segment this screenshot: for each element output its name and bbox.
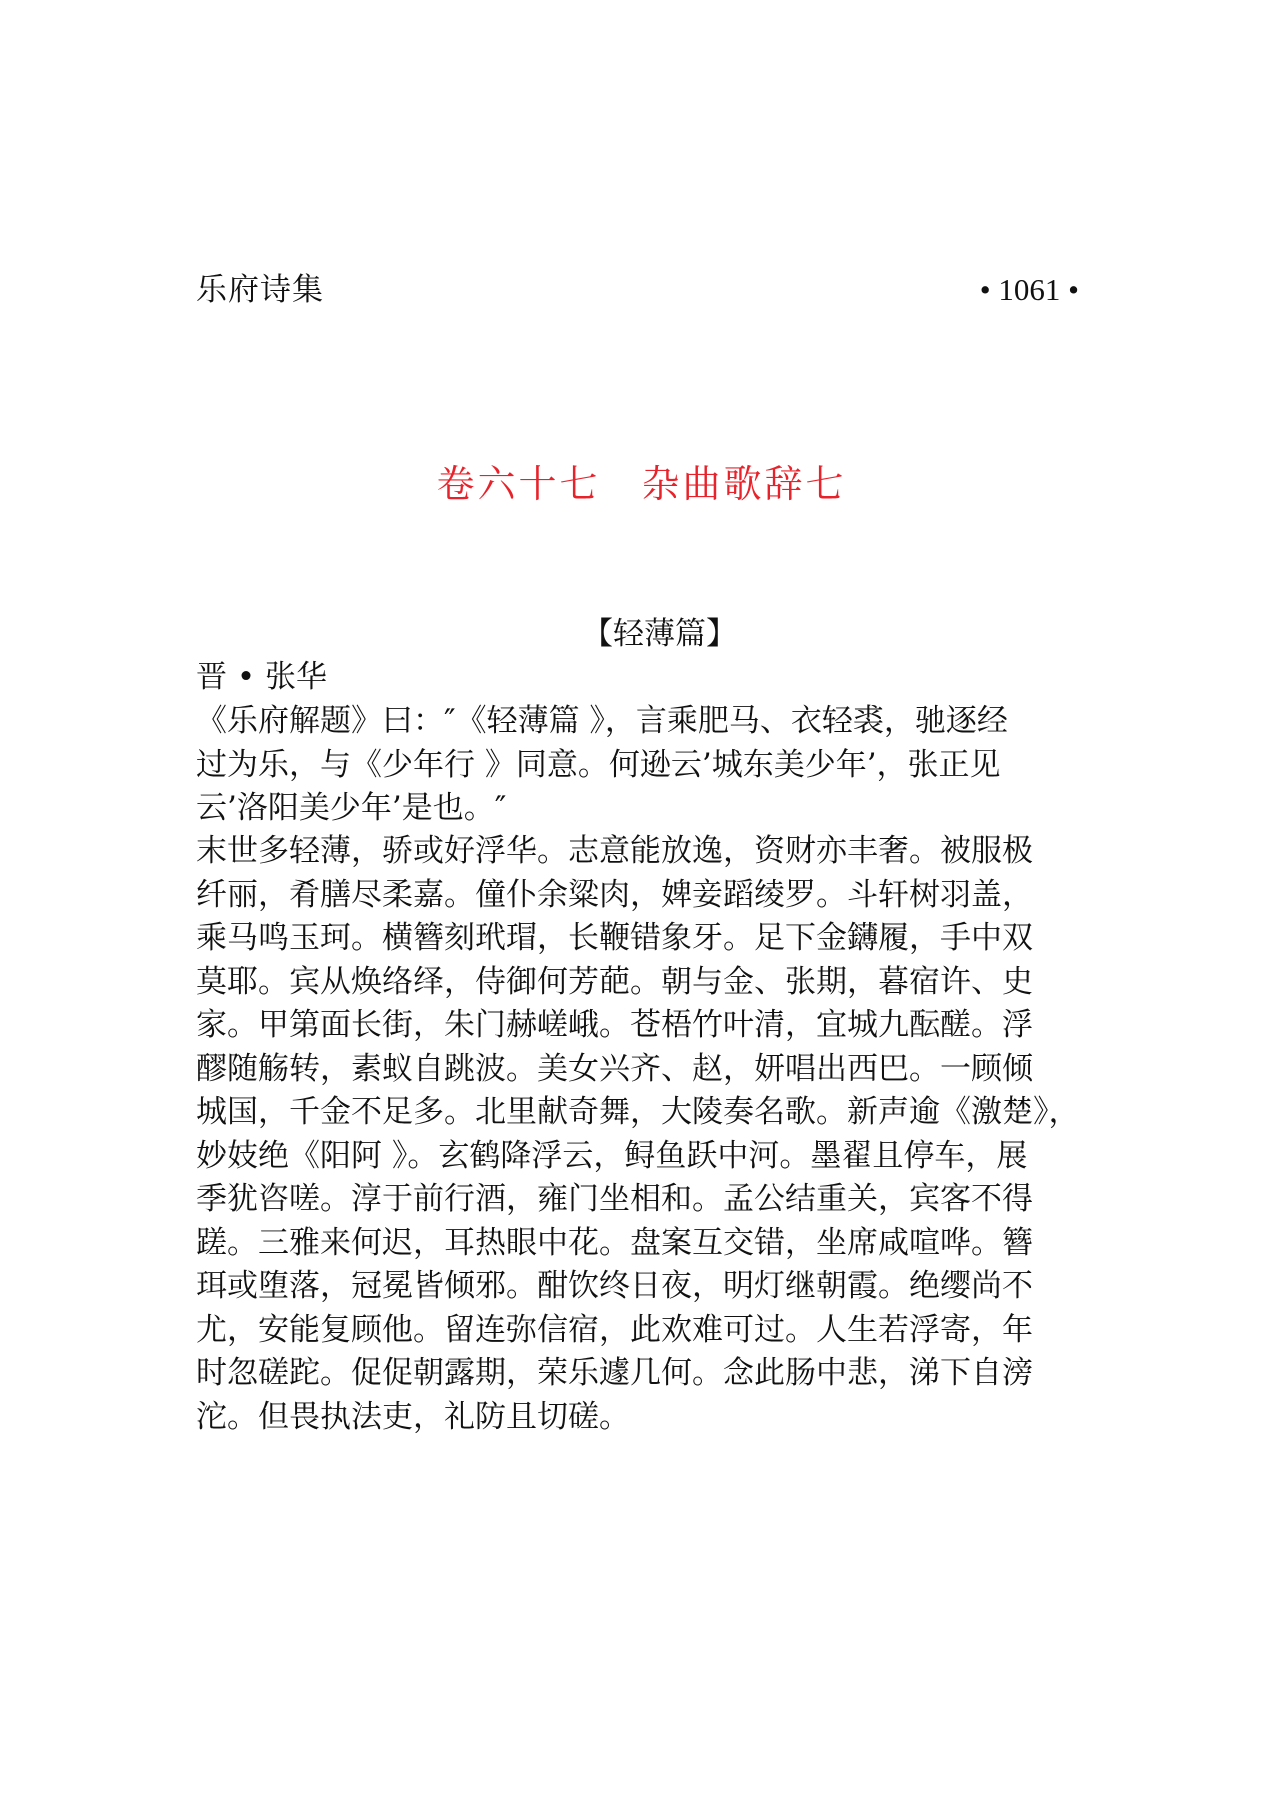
poem-title xyxy=(0,614,1283,654)
body-line: 妙妓绝《阳阿 》。玄鹤降浮云，鲟鱼跃中河。墨翟且停车，展 xyxy=(196,1137,1028,1174)
body-line: 季犹咨嗟。淳于前行酒，雍门坐相和。孟公结重关，宾客不得 xyxy=(196,1181,1033,1217)
preface-line: 云’洛阳美少年’是也。″ xyxy=(196,790,507,826)
poem-title-text: 轻薄篇 xyxy=(613,616,706,652)
chapter-title: 卷六十七 杂曲歌辞七 xyxy=(436,462,847,506)
poem-title-open-bracket: 【 xyxy=(582,616,613,652)
body-line: 沱。但畏执法吏，礼防且切磋。 xyxy=(196,1398,630,1435)
body-line: 家。甲第面长街，朱门赫嵯峨。苍梧竹叶清，宜城九酝醝。浮 xyxy=(196,1007,1033,1043)
page-number: • 1061 • xyxy=(979,272,1079,307)
body-line: 纤丽，肴膳尽柔嘉。僮仆余粱肉，婢妾蹈绫罗。斗轩树羽盖， xyxy=(196,876,1033,913)
body-line: 乘马鸣玉珂。横簪刻玳瑁，长鞭错象牙。足下金鑮履，手中双 xyxy=(196,920,1033,956)
preface-line: 过为乐，与《少年行 》同意。何逊云’城东美少年’，张正见 xyxy=(196,746,1001,783)
preface-line: 《乐府解题》曰：″《轻薄篇 》，言乘肥马、衣轻裘，驰逐经 xyxy=(196,703,1008,739)
body-line: 城国，千金不足多。北里献奇舞，大陵奏名歌。新声逾《激楚》， xyxy=(196,1094,1080,1130)
body-line: 蹉。三雅来何迟，耳热眼中花。盘案互交错，坐席咸喧哗。簪 xyxy=(196,1224,1033,1261)
body-line: 尤，安能复顾他。留连弥信宿，此欢难可过。人生若浮寄，年 xyxy=(196,1311,1033,1348)
body-line: 醪随觞转，素蚁自跳波。美女兴齐、赵，妍唱出西巴。一顾倾 xyxy=(196,1050,1033,1087)
book-title: 乐府诗集 xyxy=(196,272,324,308)
poem-preface xyxy=(196,700,1096,831)
poem-author: 晋 • 张华 xyxy=(196,659,327,695)
body-line: 莫耶。宾从焕络绎，侍御何芳葩。朝与金、张期，暮宿许、史 xyxy=(196,963,1033,1000)
body-line: 时忽磋跎。促促朝露期，荣乐遽几何。念此肠中悲，涕下自滂 xyxy=(196,1355,1033,1391)
body-line: 珥或堕落，冠冕皆倾邪。酣饮终日夜，明灯继朝霞。绝缨尚不 xyxy=(196,1268,1033,1304)
poem-body xyxy=(196,830,1096,1439)
body-line: 末世多轻薄，骄或好浮华。志意能放逸，资财亦丰奢。被服极 xyxy=(196,833,1033,869)
poem-title-close-bracket: 】 xyxy=(706,616,737,652)
